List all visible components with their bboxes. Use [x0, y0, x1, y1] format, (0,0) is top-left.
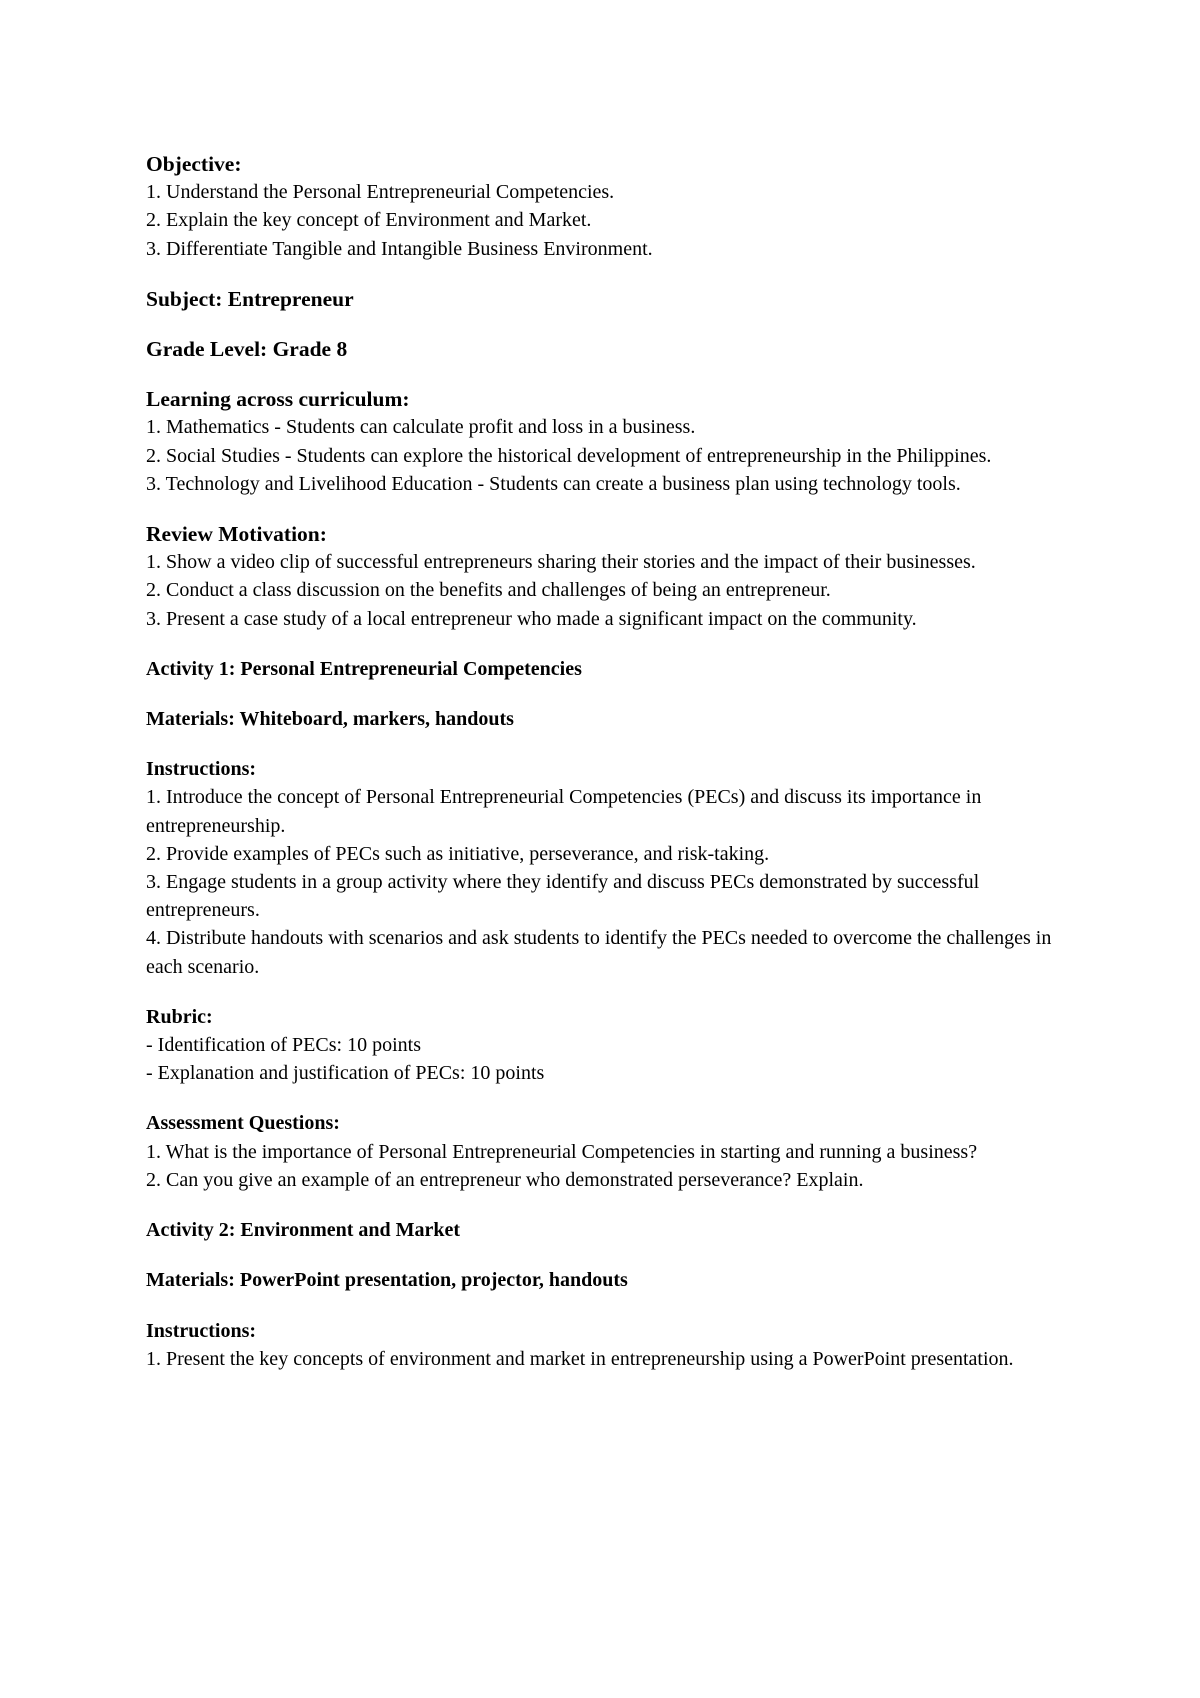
- activity1-rubric-heading: Rubric:: [146, 1005, 213, 1028]
- activity1-assessment-heading: Assessment Questions:: [146, 1112, 340, 1135]
- instruction-item: 2. Provide examples of PECs such as initiative, perseverance, and risk-taking.: [146, 842, 770, 865]
- learning-across-curriculum-section: [146, 385, 1076, 498]
- motivation-item: 3. Present a case study of a local entrepreneur who made a significant impact on the community.: [146, 607, 917, 630]
- activity2-title-section: [146, 1216, 1076, 1244]
- subject-section: [146, 285, 1076, 313]
- activity2-materials-section: [146, 1266, 1076, 1294]
- activity1-instructions-section: [146, 755, 1076, 981]
- curriculum-item: 1. Mathematics - Students can calculate profit and loss in a business.: [146, 416, 696, 439]
- curriculum-item: 2. Social Studies - Students can explore the historical development of entrepreneurship in the Philippines.: [146, 444, 992, 467]
- activity1-assessment-section: [146, 1109, 1076, 1194]
- instruction-item: 3. Engage students in a group activity where they identify and discuss PECs demonstrated by successful entrepreneurs.: [146, 871, 980, 922]
- activity1-title: Activity 1: Personal Entrepreneurial Competencies: [146, 657, 582, 680]
- rubric-item: - Explanation and justification of PECs: 10 points: [146, 1062, 545, 1085]
- review-motivation-heading: Review Motivation:: [146, 522, 327, 547]
- curriculum-item: 3. Technology and Livelihood Education - Students can create a business plan using technology tools.: [146, 472, 961, 495]
- activity2-instructions-section: [146, 1317, 1076, 1373]
- activity2-title: Activity 2: Environment and Market: [146, 1219, 461, 1242]
- document-page: [146, 150, 1076, 1395]
- objective-section: [146, 150, 1076, 263]
- objective-item: 1. Understand the Personal Entrepreneurial Competencies.: [146, 181, 615, 204]
- motivation-item: 1. Show a video clip of successful entrepreneurs sharing their stories and the impact of their businesses.: [146, 551, 976, 574]
- rubric-item: - Identification of PECs: 10 points: [146, 1034, 421, 1057]
- activity2-materials: Materials: PowerPoint presentation, projector, handouts: [146, 1269, 628, 1292]
- activity1-rubric-section: [146, 1003, 1076, 1088]
- objective-heading: Objective:: [146, 152, 242, 176]
- motivation-item: 2. Conduct a class discussion on the benefits and challenges of being an entrepreneur.: [146, 579, 831, 602]
- activity1-materials: Materials: Whiteboard, markers, handouts: [146, 708, 514, 731]
- objective-item: 2. Explain the key concept of Environment and Market.: [146, 209, 592, 232]
- assessment-item: 2. Can you give an example of an entrepreneur who demonstrated perseverance? Explain.: [146, 1168, 864, 1191]
- instruction-item: 4. Distribute handouts with scenarios and ask students to identify the PECs needed to overcome the challenges in each scenario.: [146, 927, 1052, 978]
- activity2-instructions-heading: Instructions:: [146, 1319, 257, 1342]
- review-motivation-section: [146, 520, 1076, 633]
- activity1-instructions-heading: Instructions:: [146, 758, 257, 781]
- instruction-item: 1. Present the key concepts of environment and market in entrepreneurship using a PowerPoint presentation.: [146, 1347, 1014, 1370]
- activity1-title-section: [146, 655, 1076, 683]
- assessment-item: 1. What is the importance of Personal Entrepreneurial Competencies in starting and running a business?: [146, 1140, 978, 1163]
- subject-heading: Subject: Entrepreneur: [146, 286, 354, 311]
- grade-level-section: [146, 335, 1076, 363]
- grade-level-heading: Grade Level: Grade 8: [146, 337, 348, 362]
- activity1-materials-section: [146, 705, 1076, 733]
- objective-item: 3. Differentiate Tangible and Intangible Business Environment.: [146, 237, 653, 260]
- learning-across-curriculum-heading: Learning across curriculum:: [146, 387, 410, 412]
- instruction-item: 1. Introduce the concept of Personal Entrepreneurial Competencies (PECs) and discuss its importance in entrepreneurship.: [146, 786, 982, 837]
